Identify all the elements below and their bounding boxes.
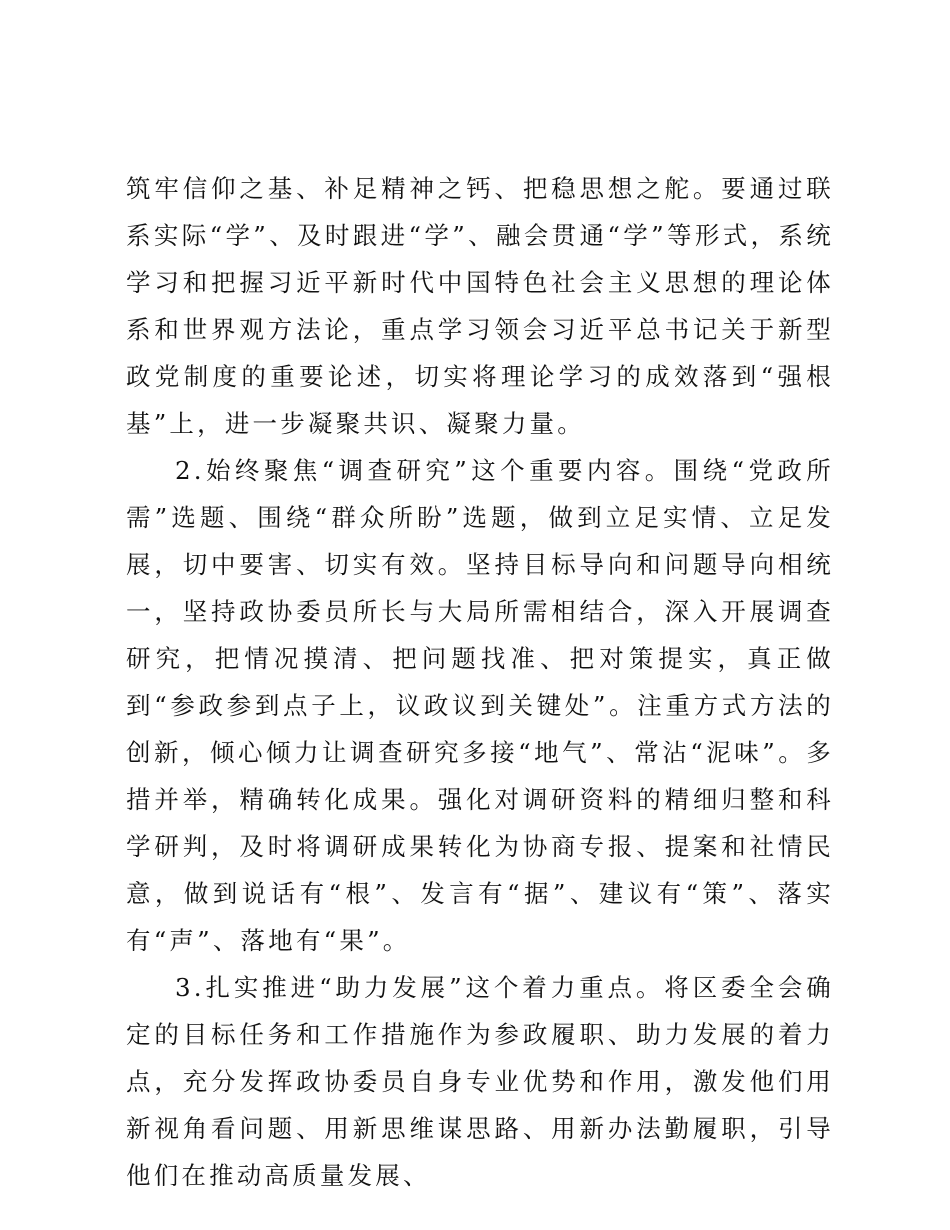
paragraph-continuation: 筑牢信仰之基、补足精神之钙、把稳思想之舵。要通过联系实际“学”、及时跟进“学”、融会贯通“学”等形式，系统学习和把握习近平新时代中国特色社会主义思想的理论体系和世界观方法论，重点学习领会习近平总书记关于新型政党制度的重要论述，切实将理论学习的成效落到“强根基”上，进一步凝聚共识、凝聚力量。 bbox=[126, 174, 834, 438]
paragraph-item-2: 2.始终聚焦“调查研究”这个重要内容。围绕“党政所需”选题、围绕“群众所盼”选题，做到立足实情、立足发展，切中要害、切实有效。坚持目标导向和问题导向相统一，坚持政协委员所长与大局所需相结合，深入开展调查研究，把情况摸清、把问题找准、把对策提实，真正做到“参政参到点子上，议政议到关键处”。注重方式方法的创新，倾心倾力让调查研究多接“地气”、常沾“泥味”。多措并举，精确转化成果。强化对调研资料的精细归整和科学研判，及时将调研成果转化为协商专报、提案和社情民意，做到说话有“根”、发言有“据”、建议有“策”、落实有“声”、落地有“果”。 bbox=[126, 456, 834, 955]
document-body bbox=[126, 165, 834, 1199]
paragraph-item-3: 3.扎实推进“助力发展”这个着力重点。将区委全会确定的目标任务和工作措施作为参政履职、助力发展的着力点，充分发挥政协委员自身专业优势和作用，激发他们用新视角看问题、用新思维谋思路、用新办法勤履职，引导他们在推动高质量发展、 bbox=[126, 973, 834, 1190]
